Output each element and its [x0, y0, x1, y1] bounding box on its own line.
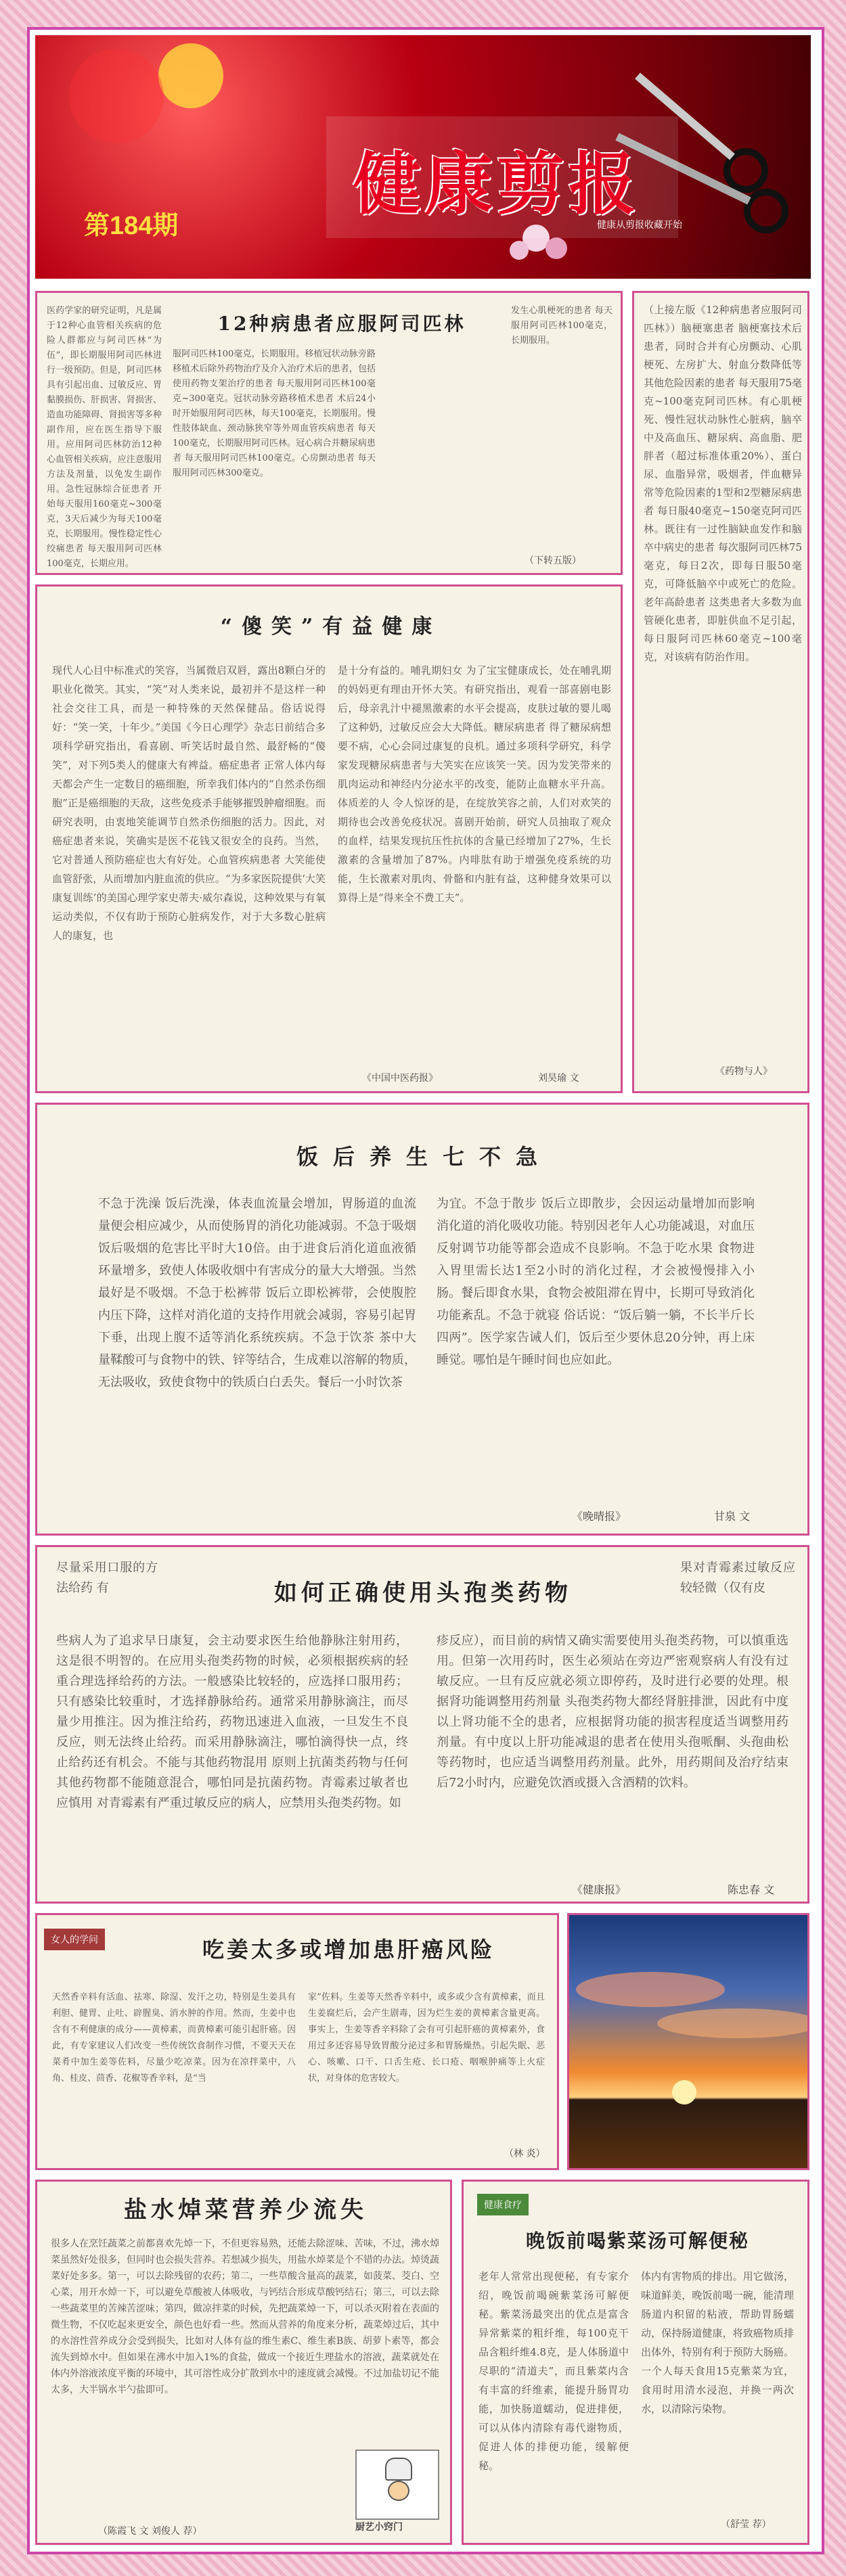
article-column: 很多人在烹饪蔬菜之前都喜欢先焯一下，不但更容易熟，还能去除涩味、苦味，不过，沸水焯菜虽然好处很多，但同时也会损失营养。若想减少损失，用盐水焯菜是个不错的办法。焯烫蔬菜好处多多。第一，可以去除残留的农药；第二，一些草酸含量高的蔬菜，如菠菜、茭白、空心菜，用开水焯一下，可以避免草酸被人体吸收，与钙结合形成草酸钙结石；第三，可以去除一些蔬菜里的苦辣苦涩味；第四，做凉拌菜的时候，先把蔬菜焯一下，可以杀灭附着在表面的微生物，不仅吃起来更安全，颜色也好看一些。然而从营养的角度来分析，蔬菜焯过后，其中的水溶性营养成分会受到损失，比如对人体有益的维生素C、维生素B族、胡萝卜素等，都会流失到焯水中。但如果在沸水中加入1%的食盐，做成一个接近生理盐水的溶液，蔬菜就处在体内外溶液浓度平衡的环境中，其可溶性成分扩散到水中的速度就会减慢。不过加盐切记不能太多，大半锅水半勺盐即可。 [51, 2238, 439, 2395]
masthead-subtitle: 健康从剪报收藏开始 [597, 219, 682, 230]
article-cephalosporin [35, 1545, 809, 1904]
article-title: 晚饭前喝紫菜汤可解便秘 [525, 2230, 749, 2252]
source-credit: 《中国中医药报》 [362, 1073, 438, 1084]
article-title: 饭后养生七不急 [296, 1144, 552, 1170]
article-column: 体内有害物质的排出。用它做汤，味道鲜美，晚饭前喝一碗，能清理肠道内积留的粘液，帮助胃肠蠕动，保持肠道健康，将致癌物质排出体外，特别有利于预防大肠癌。一个人每天食用15克紫菜为宜，食用时用清水浸泡，并换一两次水，以清除污染物。 [641, 2270, 794, 2415]
masthead-logo: 健康剪报 [353, 145, 640, 224]
issue-number: 第184期 [84, 212, 179, 240]
article-column: 天然香辛料有活血、祛寒、除湿、发汗之功，特别是生姜具有利胆、健胃、止吐、辟腥臭、消水肿的作用。然而，生姜中也含有不利健康的成分——黄樟素，而黄樟素可能引起肝癌。因此，有专家建议人们改变一些传统饮食制作习惯，不要天天在菜肴中加生姜等佐料，尽量少吃凉菜。因为在凉拌菜中，八角、桂皮、茴香、花椒等香辛料，是“当 [52, 1992, 296, 2084]
author-credit: （林 炎） [504, 2148, 546, 2159]
source-credit: 《健康报》 [572, 1883, 627, 1896]
article-title: 12种病患者应服阿司匹林 [217, 313, 466, 335]
author-credit: 甘泉 文 [714, 1510, 751, 1523]
article-column: 疹反应），而目前的病情又确实需要使用头孢类药物，可以慎重选用。但第一次用药时，医生必须站在旁边严密观察病人有没有过敏反应。一旦有反应就必须立即停药，及时进行必要的处理。根据肾功能调整用药剂量 头孢类药物大都经肾脏排泄，因此有中度以上肾功能不全的患者，应根据肾功能的损害程度适当调整用药剂量。有中度以上肝功能减退的患者在使用头孢哌酮、头孢曲松等药物时，也应适当调整用药剂量。此外，用药期间及治疗结束后72小时内，应避免饮酒或摄入含酒精的饮料。 [437, 1634, 788, 1790]
article-column: 为宜。不急于散步 饭后立即散步，会因运动量增加而影响消化道的消化吸收功能。特别因老年人心功能减退，对血压反射调节功能等都会造成不良影响。不急于吃水果 食物进入胃里需长达1至2小时的消化过程，才会被慢慢排入小肠。餐后即食水果，食物会被阻滞在胃中，长期可导致消化功能紊乱。不急于就寝 俗话说：“饭后躺一躺，不长半斤长四两”。医学家告诫人们，饭后至少要休息20分钟，再上床睡觉。哪怕是午睡时间也应如此。 [437, 1197, 755, 1367]
chef-icon [355, 2450, 439, 2520]
sunset-photo [567, 1913, 809, 2170]
author-credit: 陈忠春 文 [728, 1883, 775, 1896]
author-credit: （舒莹 荐） [721, 2519, 772, 2530]
article-aspirin [35, 291, 623, 575]
article-ginger [35, 1913, 559, 2170]
article-column: 不急于洗澡 饭后洗澡，体表血流量会增加，胃肠道的血流量便会相应减少，从而使肠胃的消化功能减弱。不急于吸烟 饭后吸烟的危害比平时大10倍。由于进食后消化道血液循环量增多，致使人体吸收烟中有害成分的量大大增强。当然最好是不吸烟。不急于松裤带 饭后立即松裤带，会使腹腔内压下降，这样对消化道的支持作用就会减弱，容易引起胃下垂，出现上腹不适等消化系统疾病。不急于饮茶 茶中大量鞣酸可与食物中的铁、锌等结合，生成难以溶解的物质，无法吸收，致使食物中的铁质白白丢失。餐后一小时饮茶 [98, 1197, 416, 1389]
article-aspirin-continued [632, 291, 809, 1093]
article-title: 吃姜太多或增加患肝癌风险 [202, 1937, 495, 1962]
article-column: 些病人为了追求早日康复，会主动要求医生给他静脉注射用药，这是很不明智的。在应用头孢类药物的时候，必须根据疾病的轻重合理选择给药的方法。一般感染比较轻的，应选择口服用药；只有感染比较重时，才选择静脉给药。通常采用静脉滴注，而尽量少用推注。因为推注给药，药物迅速进入血液，一旦发生不良反应，则无法终止给药。而采用静脉滴注，哪怕滴得快一点，终止给药还有机会。不能与其他药物混用 原则上抗菌类药物与任何其他药物都不能随意混合，哪怕同是抗菌药物。青霉素过敏者也应慎用 对青霉素有严重过敏反应的病人，应禁用头孢类药物。如 [56, 1634, 408, 1810]
continued-note: （下转五版） [525, 555, 581, 566]
article-column: 家”佐料。生姜等天然香辛料中，或多或少含有黄樟素，而且生姜腐烂后，会产生剧毒，因为烂生姜的黄樟素含量更高。事实上，生姜等香辛料除了会有可引起肝癌的黄樟素外，食用过多还容易导致胃酸分泌过多和胃肠燥热。引起失眠、恶心、咳嗽、口干、口舌生疮、长口疮、咽喉肿痛等上火症状，对身体的危害较大。 [308, 1992, 545, 2084]
article-lead: 果对青霉素过敏反应较轻微（仅有皮 [680, 1561, 795, 1595]
article-after-meal [35, 1103, 809, 1536]
header-banner [35, 35, 811, 279]
section-tag: 女人的学问 [44, 1929, 105, 1950]
article-column: 老年人常常出现便秘，有专家介绍，晚饭前喝碗紫菜汤可解便秘。紫菜汤最突出的优点是富含异常紫菜的粗纤维，每100克干品含粗纤维4.8克，是人体肠道中尽职的“清道夫”，而且紫菜内含有丰富的纤维素，能提升肠胃功能，加快肠道蠕动，促进排便，可以从体内清除有毒代谢物质，促进人体的排便功能，缓解便秘。 [478, 2270, 629, 2472]
article-column: 现代人心目中标准式的笑容，当属微启双唇，露出8颗白牙的职业化微笑。其实，“笑”对人类来说，最初并不是这样一种社会交往工具，而是一种特殊的天然保健品。俗话说得好：“笑一笑，十年少。”美国《今日心理学》杂志日前结合多项科学研究指出，看喜剧、听笑话时最自然、最舒畅的“傻笑”，对下列5类人的健康大有裨益。癌症患者 正常人体内每天都会产生一定数目的癌细胞，所幸我们体内的“自然杀伤细胞”正是癌细胞的天敌，这些免疫杀手能够摧毁肿瘤细胞。而研究表明，由衷地笑能调节自然杀伤细胞的活力。因此，对癌症患者来说，笑确实是医不花钱又很安全的良药。当然，它对普通人预防癌症也大有好处。心血管疾病患者 大笑能使血管舒张，从而增加内脏血流的供应。“为多家医院提供‘大笑康复训练’的美国心理学家史蒂夫·威尔森说，这种效果与有氧运动类似，不仅有助于预防心脏病发作，对于大多数心脏病人的康复，也 [52, 664, 326, 942]
column-label: 厨艺小窍门 [355, 2522, 403, 2533]
article-column: 是十分有益的。哺乳期妇女 为了宝宝健康成长，处在哺乳期的妈妈更有理由开怀大笑。有研究指出，观看一部喜剧电影后，母亲乳汁中褪黑激素的水平会提高，皮肤过敏的婴儿喝了这种奶，过敏反应会大大降低。糖尿病患者 得了糖尿病想要不病，心心会同过康复的良机。通过多项科学研究，科学家发现糖尿病患者与大笑实在应该笑一笑。因为发笑带来的肌肉运动和神经内分泌水平的改变，能防止血糖水平升高。体质差的人 令人惊讶的是，在绽放笑容之前，人们对欢笑的期待也会改善免疫状况。喜剧开始前，研究人员抽取了观众的血样，结果发现抗压性抗体的含量已经增加了27%，生长激素的含量增加了87%。内啡肽有助于增强免疫系统的功能，生长激素对肌肉、骨骼和内脏有益，这种健身效果可以算得上是“得来全不费工夫”。 [338, 664, 611, 904]
article-blanching [35, 2180, 452, 2545]
article-title: “傻笑”有益健康 [220, 615, 442, 639]
source-credit: （陈霞飞 文 刘俊人 荐） [98, 2526, 202, 2537]
article-title: 盐水焯菜营养少流失 [124, 2196, 368, 2224]
article-column: 发生心肌梗死的患者 每天服用阿司匹林100毫克，长期服用。 [511, 306, 613, 346]
article-lead: 尽量采用口服的方法给药 有 [56, 1561, 158, 1595]
author-credit: 刘昊瑜 文 [538, 1073, 579, 1084]
article-title: 如何正确使用头孢类药物 [274, 1580, 572, 1607]
article-column: 医药学家的研究证明，凡是属于12种心血管相关疾病的危险人群都应与阿司匹林“为伍”，即长期服用阿司匹林进行一级预防。但是，阿司匹林具有引起出血、过敏反应、胃黏膜损伤、肝损害、肾损害、造血功能障碍、肾损害等多种副作用，应在医生指导下服用。应用阿司匹林防治12种心血管相关疾病，应注意服用方法及剂量，以免发生副作用。急性冠脉综合征患者 开始每天服用160毫克~300毫克，3天后减少为每天100毫克，长期服用。慢性稳定性心绞痛患者 每天服用阿司匹林100毫克，长期应用。 [47, 306, 162, 569]
source-credit: 《药物与人》 [715, 1066, 772, 1077]
article-column: （上接左版《12种病患者应服阿司匹林》）脑梗塞患者 脑梗塞技术后患者，同时合并有心房颤动、心肌梗死、左房扩大、射血分数降低等其他危险因素的患者 每天服用75毫克~100毫克阿司匹林。有心肌梗死、慢性冠状动脉性心脏病，脑卒中及高血压、糖尿病、高血脂、肥胖者（超过标准体重20%）、蛋白尿、血脂异常，吸烟者，伴血糖异常等危险因素的1型和2型糖尿病患者 每日服40毫克~150毫克阿司匹林。既往有一过性脑缺血发作和脑卒中病史的患者 每次服阿司匹林75毫克，每日2次，即每日服50毫克，可降低脑卒中或死亡的危险。老年高龄患者 这类患者大多数为血管硬化患者，即脏供血不足引起，每日服阿司匹林60毫克~100毫克，对该病有防治作用。 [644, 304, 802, 663]
source-credit: 《晚晴报》 [572, 1510, 627, 1523]
article-column: 服阿司匹林100毫克，长期服用。移植冠状动脉旁路移植术后除外药物治疗及介入治疗术后的患者，包括使用药物支架治疗的患者 每天服用阿司匹林100毫克~300毫克。冠状动脉旁路移植术患者 术后24小时开始服用阿司匹林，每天100毫克，长期服用。慢性肢体缺血、颈动脉狭窄等外周血管疾病患者 每天100毫克，长期服用阿司匹林。冠心病合并糖尿病患者 每天服用阿司匹林100毫克。心房颤动患者 每天服用阿司匹林300毫克。 [173, 349, 376, 478]
article-seaweed-soup [462, 2180, 809, 2545]
article-laughter [35, 584, 623, 1093]
section-tag: 健康食疗 [477, 2194, 529, 2215]
